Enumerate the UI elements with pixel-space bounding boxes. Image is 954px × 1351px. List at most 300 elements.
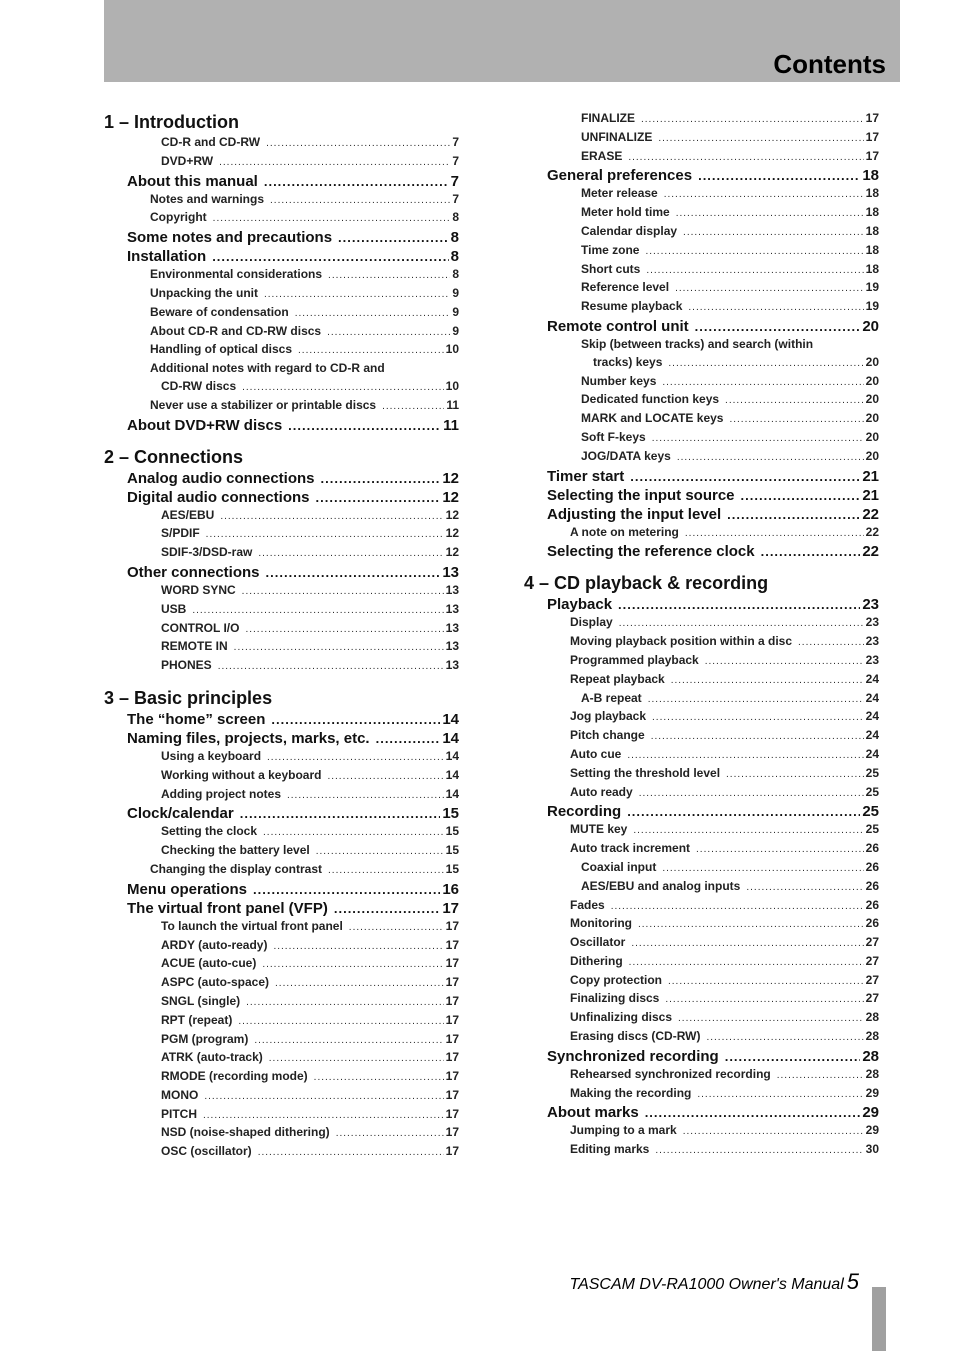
dot-leader xyxy=(270,192,450,210)
dot-leader xyxy=(676,205,864,223)
toc-page-number: 25 xyxy=(865,784,879,799)
dot-leader xyxy=(697,1086,863,1104)
toc-subsection[interactable] xyxy=(104,544,459,563)
toc-subsection[interactable] xyxy=(104,974,459,993)
toc-subsection[interactable] xyxy=(524,972,879,991)
dot-leader xyxy=(630,467,860,486)
toc-subsection[interactable] xyxy=(104,266,459,285)
toc-subsection[interactable] xyxy=(104,1049,459,1068)
toc-page-number: 8 xyxy=(452,210,459,225)
toc-subsection[interactable] xyxy=(524,1009,879,1028)
toc-entry-label: Timer start xyxy=(547,467,625,485)
toc-page-number: 18 xyxy=(865,205,879,220)
toc-subsection[interactable] xyxy=(104,1106,459,1125)
toc-page-number: 24 xyxy=(865,728,879,743)
toc-section[interactable] xyxy=(104,469,459,488)
toc-entry-label: AES/EBU and analog inputs xyxy=(581,878,741,893)
toc-entry-label: Digital audio connections xyxy=(127,488,310,506)
toc-page-number: 24 xyxy=(865,709,879,724)
toc-subsection[interactable] xyxy=(104,918,459,937)
toc-section[interactable] xyxy=(104,899,459,918)
toc-subsection[interactable] xyxy=(524,110,879,129)
toc-entry-label: Skip (between tracks) and search (within xyxy=(581,336,814,351)
toc-subsection[interactable] xyxy=(104,1087,459,1106)
dot-leader xyxy=(328,267,450,285)
toc-entry-label: Programmed playback xyxy=(570,652,699,667)
toc-entry-label: Erasing discs (CD-RW) xyxy=(570,1029,701,1044)
toc-entry-label: A note on metering xyxy=(570,524,679,539)
toc-subsection[interactable] xyxy=(104,1143,459,1162)
dot-leader xyxy=(316,488,441,507)
toc-entry-label: Soft F-keys xyxy=(581,429,646,444)
toc-subsection[interactable] xyxy=(104,1124,459,1143)
toc-entry-label: Jog playback xyxy=(570,709,647,724)
toc-entry-label: Auto ready xyxy=(570,784,633,799)
toc-entry-label: Pitch change xyxy=(570,728,645,743)
toc-page-number: 24 xyxy=(865,746,879,761)
toc-page-number: 20 xyxy=(865,373,879,388)
toc-subsection[interactable] xyxy=(104,1068,459,1087)
dot-leader xyxy=(271,710,440,729)
toc-entry-label: Fades xyxy=(570,897,605,912)
toc-page-number: 13 xyxy=(445,601,459,616)
toc-entry-label: About DVD+RW discs xyxy=(127,416,283,434)
toc-page-number: 17 xyxy=(445,937,459,952)
toc-entry-label: General preferences xyxy=(547,167,693,185)
toc-subsection[interactable] xyxy=(524,223,879,242)
dot-leader xyxy=(671,672,864,690)
dot-leader xyxy=(651,728,864,746)
dot-leader xyxy=(695,317,861,336)
toc-page-number: 17 xyxy=(445,1087,459,1102)
toc-subsection[interactable] xyxy=(524,185,879,204)
toc-subsection[interactable] xyxy=(104,937,459,956)
toc-section[interactable] xyxy=(104,804,459,823)
dot-leader xyxy=(706,1029,863,1047)
toc-subsection[interactable] xyxy=(524,765,879,784)
toc-page-number: 12 xyxy=(445,545,459,560)
toc-subsection[interactable] xyxy=(524,1085,879,1104)
toc-section[interactable] xyxy=(524,1047,879,1066)
dot-leader xyxy=(658,130,863,148)
toc-subsection[interactable] xyxy=(524,727,879,746)
toc-entry-label: NSD (noise-shaped dithering) xyxy=(161,1125,330,1140)
dot-leader xyxy=(664,186,864,204)
dot-leader xyxy=(645,1103,861,1122)
toc-subsection[interactable] xyxy=(524,354,879,373)
toc-page-number: 17 xyxy=(445,1125,459,1140)
toc-entry-label: Finalizing discs xyxy=(570,991,660,1006)
toc-subsection[interactable] xyxy=(104,638,459,657)
toc-subsection[interactable] xyxy=(104,861,459,880)
dot-leader xyxy=(678,1010,864,1028)
toc-subsection[interactable] xyxy=(524,1066,879,1085)
toc-entry-label: Display xyxy=(570,615,613,630)
toc-subsection[interactable] xyxy=(524,878,879,897)
toc-subsection[interactable] xyxy=(524,746,879,765)
toc-page-number: 25 xyxy=(865,765,879,780)
toc-entry-label: Copy protection xyxy=(570,972,662,987)
toc-subsection[interactable] xyxy=(104,767,459,786)
toc-subsection[interactable] xyxy=(104,748,459,767)
toc-entry-label: Environmental considerations xyxy=(150,267,323,282)
dot-leader xyxy=(219,154,450,172)
dot-leader xyxy=(665,991,863,1009)
toc-subsection[interactable] xyxy=(524,524,879,543)
toc-subsection[interactable] xyxy=(524,840,879,859)
toc-subsection[interactable] xyxy=(104,397,459,416)
dot-leader xyxy=(729,411,863,429)
toc-entry-label: Unfinalizing discs xyxy=(570,1010,673,1025)
toc-subsection[interactable] xyxy=(104,525,459,544)
toc-page-number: 14 xyxy=(445,786,459,801)
dot-leader xyxy=(316,843,444,861)
toc-page-number: 7 xyxy=(450,172,459,190)
dot-leader xyxy=(234,639,444,657)
toc-section[interactable] xyxy=(104,247,459,266)
toc-subsection[interactable] xyxy=(524,242,879,261)
toc-entry-label: CD-RW discs xyxy=(161,378,237,393)
dot-leader xyxy=(246,994,444,1012)
toc-subsection[interactable] xyxy=(104,507,459,526)
toc-entry-label: Checking the battery level xyxy=(161,843,310,858)
toc-subsection[interactable] xyxy=(104,582,459,601)
dot-leader xyxy=(321,469,441,488)
dot-leader xyxy=(213,210,451,228)
dot-leader xyxy=(631,935,863,953)
toc-entry-label: Calendar display xyxy=(581,223,678,238)
toc-page-number: 20 xyxy=(865,448,879,463)
toc-entry-label: Setting the clock xyxy=(161,824,258,839)
toc-page-number: 14 xyxy=(442,729,459,747)
toc-page-number: 17 xyxy=(865,111,879,125)
toc-entry-label: Menu operations xyxy=(127,880,248,898)
dot-leader xyxy=(619,615,864,633)
toc-page-number: 20 xyxy=(865,411,879,426)
dot-leader xyxy=(328,862,444,880)
toc-entry-label: About marks xyxy=(547,1104,639,1122)
toc-page-number: 17 xyxy=(865,148,879,163)
toc-subsection[interactable] xyxy=(524,391,879,410)
dot-leader xyxy=(725,1047,861,1066)
toc-page-number: 17 xyxy=(442,899,459,917)
toc-subsection[interactable] xyxy=(104,601,459,620)
toc-entry-label: RMODE (recording mode) xyxy=(161,1069,308,1084)
dot-leader xyxy=(267,749,444,767)
toc-subsection[interactable] xyxy=(104,620,459,639)
toc-page-number: 14 xyxy=(445,767,459,782)
toc-subsection[interactable] xyxy=(524,915,879,934)
toc-entry-label: JOG/DATA keys xyxy=(581,448,671,463)
toc-page-number: 9 xyxy=(452,304,459,319)
toc-page-number: 15 xyxy=(445,824,459,839)
toc-entry-label: Reference level xyxy=(581,280,670,295)
toc-entry-label: Some notes and precautions xyxy=(127,229,333,247)
dot-leader xyxy=(741,486,861,505)
toc-page-number: 17 xyxy=(445,1050,459,1065)
toc-page-number: 17 xyxy=(445,1031,459,1046)
toc-subsection[interactable] xyxy=(524,897,879,916)
toc-page-number: 24 xyxy=(865,690,879,705)
toc-page-number: 29 xyxy=(865,1123,879,1138)
toc-subsection[interactable] xyxy=(104,1012,459,1031)
toc-page-number: 11 xyxy=(446,397,459,412)
toc-entry-label: Unpacking the unit xyxy=(150,285,258,300)
toc-subsection[interactable] xyxy=(104,786,459,805)
toc-subsection[interactable] xyxy=(524,1141,879,1160)
toc-page-number: 11 xyxy=(443,416,459,434)
toc-section[interactable] xyxy=(524,166,879,185)
toc-section[interactable] xyxy=(524,505,879,524)
page-number: 5 xyxy=(846,1269,859,1294)
toc-entry-label: Jumping to a mark xyxy=(570,1123,677,1138)
dot-leader xyxy=(652,430,864,448)
dot-leader xyxy=(314,1069,444,1087)
dot-leader xyxy=(220,508,443,526)
toc-subsection[interactable] xyxy=(524,204,879,223)
toc-subsection[interactable] xyxy=(104,842,459,861)
toc-page-number: 12 xyxy=(445,507,459,522)
toc-entry-label: RPT (repeat) xyxy=(161,1012,233,1027)
toc-entry-label: ATRK (auto-track) xyxy=(161,1050,263,1065)
toc-page-number: 27 xyxy=(865,953,879,968)
toc-section[interactable] xyxy=(104,710,459,729)
toc-subsection[interactable] xyxy=(104,341,459,360)
toc-entry-label: ARDY (auto-ready) xyxy=(161,937,268,952)
toc-entry-label: MUTE key xyxy=(570,822,628,837)
toc-entry-label: Never use a stabilizer or printable discs xyxy=(150,397,377,412)
toc-subsection[interactable] xyxy=(104,1031,459,1050)
toc-page-number: 10 xyxy=(445,342,459,357)
toc-page-number: 12 xyxy=(442,469,459,487)
toc-subsection[interactable] xyxy=(104,823,459,842)
toc-subsection[interactable] xyxy=(524,614,879,633)
toc-entry-label: Auto track increment xyxy=(570,841,691,856)
dot-leader xyxy=(629,954,864,972)
toc-page-number: 16 xyxy=(442,880,459,898)
toc-page-number: 14 xyxy=(445,748,459,763)
toc-subsection[interactable] xyxy=(524,990,879,1009)
toc-subsection[interactable] xyxy=(104,323,459,342)
toc-section[interactable] xyxy=(524,542,879,561)
toc-entry-label: CD-R and CD-RW xyxy=(161,135,261,149)
toc-page-number: 17 xyxy=(445,1069,459,1084)
toc-subsection[interactable] xyxy=(524,953,879,972)
toc-subsection[interactable] xyxy=(524,671,879,690)
toc-subsection[interactable] xyxy=(104,153,459,172)
toc-section[interactable] xyxy=(524,317,879,336)
dot-leader xyxy=(336,1125,444,1143)
toc-page-number: 30 xyxy=(865,1142,879,1157)
toc-entry-label: ACUE (auto-cue) xyxy=(161,956,257,971)
dot-leader xyxy=(242,379,444,397)
toc-page-number: 22 xyxy=(862,543,879,561)
dot-leader xyxy=(746,879,863,897)
dot-leader xyxy=(288,416,441,435)
toc-subsection[interactable] xyxy=(524,448,879,467)
toc-section[interactable] xyxy=(524,802,879,821)
dot-leader xyxy=(349,919,444,937)
toc-entry-label: Oscillator xyxy=(570,935,626,950)
toc-page-number: 8 xyxy=(452,267,459,282)
dot-leader xyxy=(382,398,444,416)
toc-entry-label: Auto cue xyxy=(570,746,622,761)
toc-subsection[interactable] xyxy=(524,633,879,652)
toc-entry-label: Coaxial input xyxy=(581,859,657,874)
dot-leader xyxy=(206,526,444,544)
toc-subsection[interactable] xyxy=(524,410,879,429)
toc-subsection[interactable] xyxy=(524,429,879,448)
toc-entry-label: Adjusting the input level xyxy=(547,505,722,523)
toc-entry-label: Notes and warnings xyxy=(150,191,265,206)
toc-page-number: 27 xyxy=(865,991,879,1006)
toc-entry-label: Meter release xyxy=(581,186,658,201)
toc-entry-label: Naming files, projects, marks, etc. xyxy=(127,729,370,747)
toc-subsection[interactable] xyxy=(524,934,879,953)
dot-leader xyxy=(628,149,863,167)
toc-entry-label: Beware of condensation xyxy=(150,304,289,319)
dot-leader xyxy=(645,243,863,261)
toc-entry-label: Dithering xyxy=(570,953,623,968)
dot-leader xyxy=(726,766,864,784)
dot-leader xyxy=(258,1144,444,1162)
toc-entry-label: Adding project notes xyxy=(161,786,281,801)
toc-subsection[interactable] xyxy=(524,148,879,167)
toc-entry-label: Other connections xyxy=(127,563,260,581)
toc-section[interactable] xyxy=(104,563,459,582)
toc-section[interactable] xyxy=(104,880,459,899)
toc-entry-label: USB xyxy=(161,601,187,616)
toc-subsection[interactable] xyxy=(104,993,459,1012)
toc-subsection[interactable] xyxy=(104,378,459,397)
toc-subsection[interactable] xyxy=(104,134,459,153)
dot-leader xyxy=(264,172,449,191)
toc-page-number: 17 xyxy=(445,1144,459,1159)
dot-leader xyxy=(761,542,861,561)
dot-leader xyxy=(683,224,864,242)
toc-section[interactable] xyxy=(524,1103,879,1122)
toc-entry-label: Working without a keyboard xyxy=(161,767,322,782)
toc-page-number: 17 xyxy=(445,918,459,933)
toc-entry-label: AES/EBU xyxy=(161,507,215,522)
toc-entry-label: Dedicated function keys xyxy=(581,392,720,407)
toc-subsection[interactable] xyxy=(524,1122,879,1141)
dot-leader xyxy=(212,247,448,266)
toc-page-number: 19 xyxy=(865,280,879,295)
toc-entry-label: Selecting the reference clock xyxy=(547,543,755,561)
toc-subsection[interactable] xyxy=(524,1028,879,1047)
toc-subsection[interactable] xyxy=(104,209,459,228)
header-band xyxy=(104,0,900,82)
dot-leader xyxy=(287,787,444,805)
dot-leader xyxy=(204,1088,443,1106)
dot-leader xyxy=(238,1013,443,1031)
toc-page-number: 27 xyxy=(865,972,879,987)
dot-leader xyxy=(269,1050,444,1068)
toc-entry-label: Copyright xyxy=(150,210,207,225)
side-tab-marker xyxy=(872,1287,886,1351)
toc-subsection[interactable] xyxy=(104,285,459,304)
toc-entry-label: ASPC (auto-space) xyxy=(161,975,270,990)
toc-subsection[interactable] xyxy=(104,955,459,974)
toc-section[interactable] xyxy=(104,228,459,247)
toc-subsection[interactable] xyxy=(104,304,459,323)
toc-subsection[interactable] xyxy=(524,373,879,392)
toc-subsection[interactable] xyxy=(524,298,879,317)
dot-leader xyxy=(646,262,863,280)
dot-leader xyxy=(245,621,443,639)
page-title: Contents xyxy=(773,49,886,79)
toc-page-number: 9 xyxy=(452,285,459,300)
toc-page-number: 15 xyxy=(445,843,459,858)
toc-page-number: 21 xyxy=(862,467,879,485)
toc-page-number: 28 xyxy=(862,1047,879,1065)
toc-entry-label: Moving playback position within a disc xyxy=(570,634,793,649)
toc-entry-label: Meter hold time xyxy=(581,205,670,220)
toc-subsection[interactable] xyxy=(524,708,879,727)
toc-section[interactable] xyxy=(104,172,459,191)
toc-entry-label: ERASE xyxy=(581,148,623,163)
toc-section[interactable] xyxy=(104,729,459,748)
toc-page-number: 19 xyxy=(865,299,879,314)
toc-page-number: 17 xyxy=(445,956,459,971)
toc-entry-label: S/PDIF xyxy=(161,526,200,541)
toc-entry-label: Short cuts xyxy=(581,261,641,276)
dot-leader xyxy=(638,916,864,934)
toc-subsection[interactable] xyxy=(104,191,459,210)
toc-entry-label: MONO xyxy=(161,1087,199,1102)
toc-subsection[interactable] xyxy=(524,129,879,148)
toc-subsection[interactable] xyxy=(524,821,879,840)
dot-leader xyxy=(627,747,863,765)
toc-page-number: 13 xyxy=(445,639,459,654)
dot-leader xyxy=(777,1067,864,1085)
toc-subsection[interactable] xyxy=(524,261,879,280)
toc-section[interactable] xyxy=(524,486,879,505)
toc-page-number: 23 xyxy=(862,596,879,614)
dot-leader xyxy=(798,634,864,652)
dot-leader xyxy=(263,824,444,842)
toc-page-number: 25 xyxy=(865,822,879,837)
toc-page-number: 17 xyxy=(445,993,459,1008)
toc-entry-label: A-B repeat xyxy=(581,690,642,705)
toc-section[interactable] xyxy=(104,488,459,507)
dot-leader xyxy=(376,729,441,748)
toc-section[interactable] xyxy=(524,595,879,614)
toc-page-number: 24 xyxy=(865,671,879,686)
dot-leader xyxy=(338,228,449,247)
dot-leader xyxy=(327,768,443,786)
dot-leader xyxy=(648,691,864,709)
toc-subsection[interactable] xyxy=(524,784,879,803)
toc-section[interactable] xyxy=(104,416,459,435)
toc-section[interactable] xyxy=(524,467,879,486)
toc-entry-label: Synchronized recording xyxy=(547,1047,719,1065)
toc-subsection[interactable] xyxy=(524,652,879,671)
toc-entry-label: Monitoring xyxy=(570,916,632,931)
toc-entry-label: Changing the display contrast xyxy=(150,861,323,876)
toc-subsection[interactable] xyxy=(524,859,879,878)
toc-subsection[interactable] xyxy=(104,657,459,676)
page-footer xyxy=(569,1269,859,1295)
toc-page-number: 7 xyxy=(452,191,459,206)
toc-entry-label: FINALIZE xyxy=(581,111,635,125)
toc-column-left xyxy=(104,110,459,1162)
toc-subsection[interactable] xyxy=(524,279,879,298)
toc-subsection[interactable] xyxy=(524,690,879,709)
toc-page-number: 8 xyxy=(450,229,459,247)
toc-entry-label: WORD SYNC xyxy=(161,582,236,597)
